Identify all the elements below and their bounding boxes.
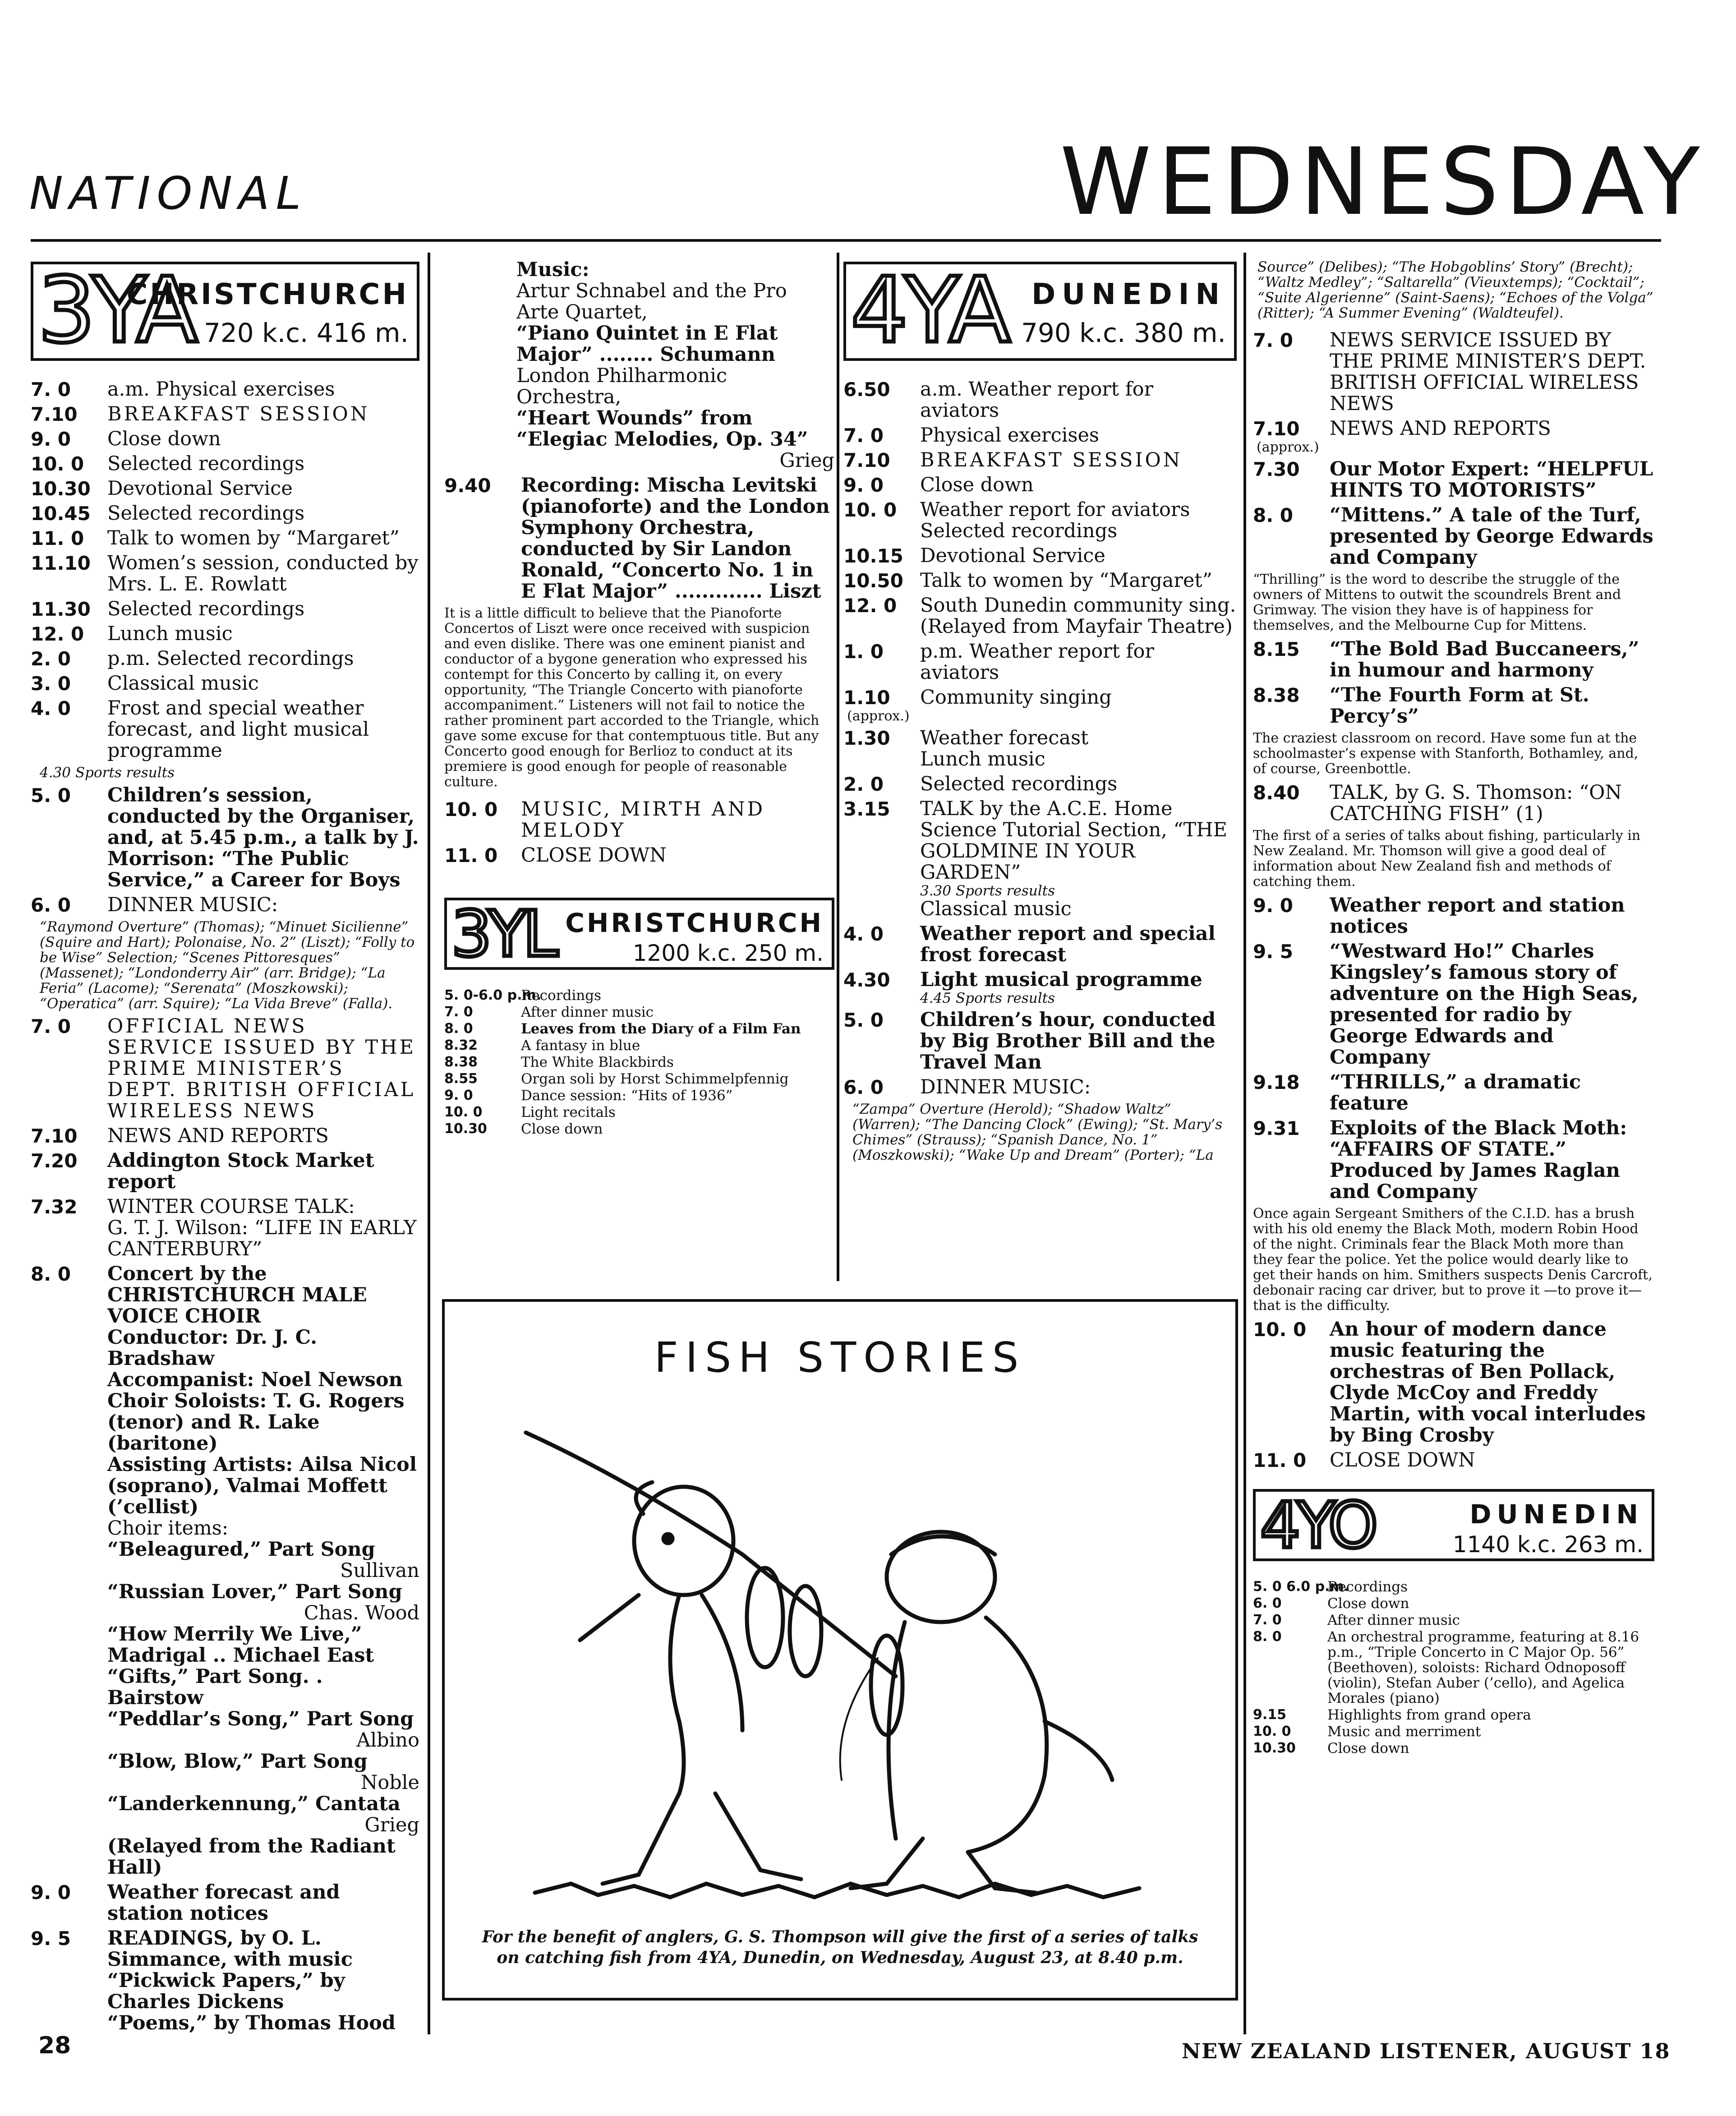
program-note: “Thrilling” is the word to describe the struggle of the owners of Mittens to outwit the scoundrels Brent and Grimway. The vision they have is of happiness for themselves, and the Melbourne Cup for Mittens. bbox=[1253, 572, 1621, 633]
list-item: 9. 0 Weather report and station notices bbox=[1253, 894, 1625, 938]
list-item: 11.30 Selected recordings bbox=[31, 598, 305, 620]
column-divider-3 bbox=[1243, 253, 1246, 2034]
illustration-caption: For the benefit of anglers, G. S. Thompson will give the first of a series of talks on catching fish from 4YA, Dunedin, on Wednesday, August 23, at 8.40 p.m. bbox=[482, 1927, 1198, 1967]
list-item: 7. 0 a.m. Physical exercises bbox=[31, 378, 335, 401]
list-item: 10.30 Close down bbox=[444, 1121, 603, 1137]
list-item: 10.50 Talk to women by “Margaret” bbox=[843, 569, 1212, 592]
list-item: 7.32 WINTER COURSE TALK: G. T. J. Wilson: “LIFE IN EARLY CANTERBURY” bbox=[31, 1195, 417, 1260]
program-note: Once again Sergeant Smithers of the C.I.D. has a brush with his old enemy the Black Moth, modern Robin Hood of the night. Criminals fear the Black Moth more than they fear the police. Yet the police would dearly like to get their hands on him. Smithers suspects Denis Carcroft, debonair racing car driver, but to prove it —to prove it—that is the difficulty. bbox=[1253, 1206, 1653, 1314]
station-call: 3YL bbox=[451, 898, 555, 970]
list-item: 4. 0 Weather report and special frost forecast bbox=[843, 922, 1216, 966]
list-item: 8.40 TALK, by G. S. Thomson: “ON CATCHING FISH” (1) bbox=[1253, 781, 1622, 825]
list-item: 8.38 The White Blackbirds bbox=[444, 1054, 674, 1070]
list-item: 11. 0 Talk to women by “Margaret” bbox=[31, 527, 400, 549]
list-item: 10. 0 Light recitals bbox=[444, 1104, 616, 1120]
list-item: 7.10 BREAKFAST SESSION bbox=[843, 449, 1183, 471]
list-item: 5. 0 6.0 p.m. Recordings bbox=[1253, 1579, 1408, 1595]
approx-note: (approx.) bbox=[847, 708, 910, 724]
list-item: 10. 0 An hour of modern dance music featuring the orchestras of Ben Pollack, Clyde McCoy and Freddy Martin, with vocal interludes by Bing Crosby bbox=[1253, 1318, 1646, 1447]
list-item: 9. 0 Dance session: “Hits of 1936” bbox=[444, 1088, 733, 1104]
station-call: 4YA bbox=[851, 262, 1007, 361]
column-3ya bbox=[31, 259, 419, 2038]
station-logo-3ya bbox=[31, 262, 419, 361]
list-item: 9.31 Exploits of the Black Moth: “AFFAIRS OF STATE.” Produced by James Raglan and Company bbox=[1253, 1117, 1627, 1203]
list-item: 7. 0 Physical exercises bbox=[843, 424, 1099, 447]
anglers-cartoon-image bbox=[490, 1406, 1193, 1911]
list-item: 12. 0 Lunch music bbox=[31, 622, 233, 645]
list-item: 10.30 Close down bbox=[1253, 1740, 1409, 1756]
list-item: 6.50 a.m. Weather report for aviators bbox=[843, 378, 1154, 422]
list-item: 9. 5 “Westward Ho!” Charles Kingsley’s famous story of adventure on the High Seas, presented for radio by George Edwards and Company bbox=[1253, 940, 1639, 1069]
list-item: 7.10 NEWS AND REPORTS bbox=[1253, 417, 1551, 440]
fish-stories-illustration bbox=[442, 1299, 1238, 2001]
list-item: 8. 0 Leaves from the Diary of a Film Fan bbox=[444, 1021, 801, 1037]
top-rule bbox=[31, 239, 1661, 242]
list-item: 7. 0 NEWS SERVICE ISSUED BY THE PRIME MINISTER’S DEPT. BRITISH OFFICIAL WIRELESS NEWS bbox=[1253, 329, 1646, 415]
list-item: 9. 0 Close down bbox=[843, 474, 1034, 496]
list-item: 8.55 Organ soli by Horst Schimmelpfennig bbox=[444, 1071, 789, 1087]
station-city: CHRISTCHURCH bbox=[126, 278, 409, 311]
list-item: 7. 0 After dinner music bbox=[1253, 1612, 1460, 1628]
list-item: 7. 0 After dinner music bbox=[444, 1004, 654, 1020]
list-item: 10.30 Devotional Service bbox=[31, 477, 293, 500]
approx-note: (approx.) bbox=[1257, 439, 1319, 455]
list-item: 7.10 BREAKFAST SESSION bbox=[31, 403, 370, 425]
list-item: 10. 0 Weather report for aviators Selected recordings bbox=[843, 498, 1190, 542]
sports-note: 4.30 Sports results bbox=[40, 765, 175, 781]
list-item: 10. 0 Selected recordings bbox=[31, 452, 305, 475]
list-item: 10. 0 Music and merriment bbox=[1253, 1724, 1481, 1740]
list-item: 9. 0 Weather forecast and station notices bbox=[31, 1881, 340, 1925]
list-item: 10.15 Devotional Service bbox=[843, 544, 1105, 567]
section-title: NATIONAL bbox=[29, 167, 308, 220]
list-item: 5. 0 Children’s session, conducted by the Organiser, and, at 5.45 p.m., a talk by J. Morrison: “The Public Service,” a Career for Boys bbox=[31, 784, 419, 891]
list-item: 2. 0 Selected recordings bbox=[843, 773, 1118, 795]
list-item: 10. 0 MUSIC, MIRTH AND MELODY bbox=[444, 798, 765, 842]
list-item: 8. 0 An orchestral programme, featuring at 8.16 p.m., “Triple Concerto in C Major Op. 56” (Beethoven), soloists: Richard Odnoposoff (violin), Stefan Auber (’cello), and Agelica Morales (piano) bbox=[1253, 1629, 1639, 1706]
list-item: 9.18 “THRILLS,” a dramatic feature bbox=[1253, 1071, 1581, 1115]
station-frequency: 720 k.c. 416 m. bbox=[203, 318, 409, 348]
dinner-music-list: “Raymond Overture” (Thomas); “Minuet Sicilienne” (Squire and Hart); Polonaise, No. 2” (Liszt); “Folly to be Wise” Selection; “Scenes Pittoresques” (Massenet); “Londonderry Air” (arr. Bridge); “La Feria” (Lacome); “Serenata” (Moszkowski); “Operatica” (arr. Squire); “La Vida Breve” (Falla). bbox=[40, 919, 415, 1012]
station-frequency: 1140 k.c. 263 m. bbox=[1452, 1531, 1644, 1558]
column-divider-1 bbox=[428, 253, 430, 2034]
station-city: DUNEDIN bbox=[1469, 1499, 1644, 1530]
list-item: 6. 0 DINNER MUSIC: bbox=[843, 1076, 1091, 1098]
list-item: 9.40 Recording: Mischa Levitski (pianoforte) and the London Symphony Orchestra, conducted by Sir Landon Ronald, “Concerto No. 1 in E Flat Major” ............. Liszt bbox=[444, 474, 830, 603]
list-item: 1.30 Weather forecast Lunch music bbox=[843, 727, 1089, 770]
list-item: 9. 0 Close down bbox=[31, 428, 221, 450]
list-item: 10.45 Selected recordings bbox=[31, 502, 305, 525]
station-call: 3YA bbox=[38, 262, 194, 361]
page-number: 28 bbox=[38, 2032, 71, 2059]
list-item: 8.38 “The Fourth Form at St. Percy’s” bbox=[1253, 684, 1589, 728]
list-item: 8.15 “The Bold Bad Buccaneers,” in humour and harmony bbox=[1253, 638, 1639, 682]
day-title: WEDNESDAY bbox=[1060, 129, 1706, 236]
program-note: It is a little difficult to believe that the Pianoforte Concertos of Liszt were once received with suspicion and even dislike. There was one eminent pianist and conductor of a bygone generation who expressed his contempt for this Concerto by calling it, on every opportunity, “The Triangle Concerto with pianoforte accompaniment.” Listeners will not fail to notice the rather prominent part accorded to the Triangle, which gave some excuse for that contemptuous title. But any Concerto good enough for Berlioz to conduct at its premiere is good enough for people of reasonable culture. bbox=[444, 605, 820, 790]
list-item: 5. 0 Children’s hour, conducted by Big Brother Bill and the Travel Man bbox=[843, 1009, 1216, 1074]
station-city: CHRISTCHURCH bbox=[565, 908, 824, 938]
column-4ya-continued bbox=[1253, 259, 1654, 1757]
list-item: 12. 0 South Dunedin community sing. (Relayed from Mayfair Theatre) bbox=[843, 594, 1236, 638]
program-note: The craziest classroom on record. Have some fun at the schoolmaster’s expense with Stanforth, Bothamley, and, of course, Greenbottle. bbox=[1253, 730, 1639, 777]
station-logo-4yo bbox=[1253, 1489, 1654, 1561]
column-4ya bbox=[843, 259, 1237, 1167]
list-item: 7. 0 OFFICIAL NEWS SERVICE ISSUED BY THE PRIME MINISTER’S DEPT. BRITISH OFFICIAL WIRELESS NEWS bbox=[31, 1015, 416, 1122]
station-logo-4ya bbox=[843, 262, 1237, 361]
list-item: 6. 0 Close down bbox=[1253, 1595, 1409, 1612]
publication-line: NEW ZEALAND LISTENER, AUGUST 18 bbox=[1182, 2039, 1671, 2063]
station-frequency: 1200 k.c. 250 m. bbox=[632, 940, 824, 966]
station-frequency: 790 k.c. 380 m. bbox=[1021, 318, 1226, 348]
dinner-music-continued: Source” (Delibes); “The Hobgoblins’ Story” (Brecht); “Waltz Medley”; “Saltarella” (Vieuxtemps); “Cocktail”; “Suite Algerienne” (Saint-Saens); “Echoes of the Volga” (Ritter); “A Summer Evening” (Waldteufel). bbox=[1257, 259, 1653, 321]
list-item: 3. 0 Classical music bbox=[31, 672, 259, 695]
list-item: 9. 5 READINGS, by O. L. Simmance, with music “Pickwick Papers,” by Charles Dickens “Poems,” by Thomas Hood bbox=[31, 1927, 396, 2034]
station-logo-3yl bbox=[444, 898, 834, 970]
dinner-music-list: “Zampa” Overture (Herold); “Shadow Waltz” (Warren); “The Dancing Clock” (Ewing); “St. Mary’s Chimes” (Strauss); “Spanish Dance, No. 1” (Moszkowski); “Wake Up and Dream” (Porter); “La bbox=[852, 1101, 1223, 1163]
list-item: 3.15 TALK by the A.C.E. Home Science Tutorial Section, “THE GOLDMINE IN YOUR GARDEN” 3.30 Sports results Classical music bbox=[843, 798, 1228, 920]
list-item: 7.30 Our Motor Expert: “HELPFUL HINTS TO MOTORISTS” bbox=[1253, 458, 1653, 502]
list-item: 11. 0 CLOSE DOWN bbox=[444, 844, 667, 867]
column-divider-2 bbox=[837, 253, 839, 1281]
program-note: The first of a series of talks about fishing, particularly in New Zealand. Mr. Thomson will give a good deal of information about New Zealand fish and methods of catching them. bbox=[1253, 828, 1641, 890]
list-item: 4. 0 Frost and special weather forecast, and light musical programme bbox=[31, 697, 369, 762]
list-item: 5. 0-6.0 p.m. Recordings bbox=[444, 987, 602, 1004]
list-item: 6. 0 DINNER MUSIC: bbox=[31, 894, 278, 916]
station-city: DUNEDIN bbox=[1031, 278, 1226, 311]
list-item: 8.32 A fantasy in blue bbox=[444, 1037, 640, 1054]
list-item: 7.20 Addington Stock Market report bbox=[31, 1149, 374, 1193]
list-item: 1.10 Community singing bbox=[843, 686, 1112, 709]
list-item: 2. 0 p.m. Selected recordings bbox=[31, 647, 354, 670]
list-item: 7.10 NEWS AND REPORTS bbox=[31, 1125, 329, 1147]
list-item: 1. 0 p.m. Weather report for aviators bbox=[843, 640, 1155, 684]
list-item: 4.30 Light musical programme 4.45 Sports results bbox=[843, 968, 1202, 1006]
list-item: 11. 0 CLOSE DOWN bbox=[1253, 1449, 1475, 1471]
list-item: 9.15 Highlights from grand opera bbox=[1253, 1707, 1531, 1723]
illustration-title: FISH STORIES bbox=[654, 1333, 1026, 1382]
list-item: 8. 0 “Mittens.” A tale of the Turf, presented by George Edwards and Company bbox=[1253, 504, 1653, 569]
column-3ya-continued bbox=[444, 259, 834, 1138]
music-block: Music: Artur Schnabel and the Pro Arte Quartet, “Piano Quintet in E Flat Major” ........ Schumann London Philharmonic Orchestra, “Heart Wounds” from “Elegiac Melodies, Op. 34” Grieg bbox=[516, 258, 834, 472]
list-item: 8. 0 Concert by the CHRISTCHURCH MALE VOICE CHOIR Conductor: Dr. J. C. Bradshaw Accompanist: Noel Newson Choir Soloists: T. G. Rogers (tenor) and R. Lake (baritone) Assisting Artists: Ailsa Nicol (soprano), Valmai Moffett (’cellist) Choir items: “Beleagured,” Part Song Sullivan “Russian Lover,” Part Song Chas. Wood “How Merrily We Live,” Madrigal .. Michael East “Gifts,” Part Song. . Bairstow “Peddlar’s Song,” Part Song Albino “Blow, Blow,” Part Song Noble “Landerkennung,” Cantata Grieg (Relayed from the Radiant Hall) bbox=[31, 1263, 419, 1879]
list-item: 11.10 Women’s session, conducted by Mrs. L. E. Rowlatt bbox=[31, 552, 419, 595]
station-call: 4YO bbox=[1260, 1489, 1375, 1561]
